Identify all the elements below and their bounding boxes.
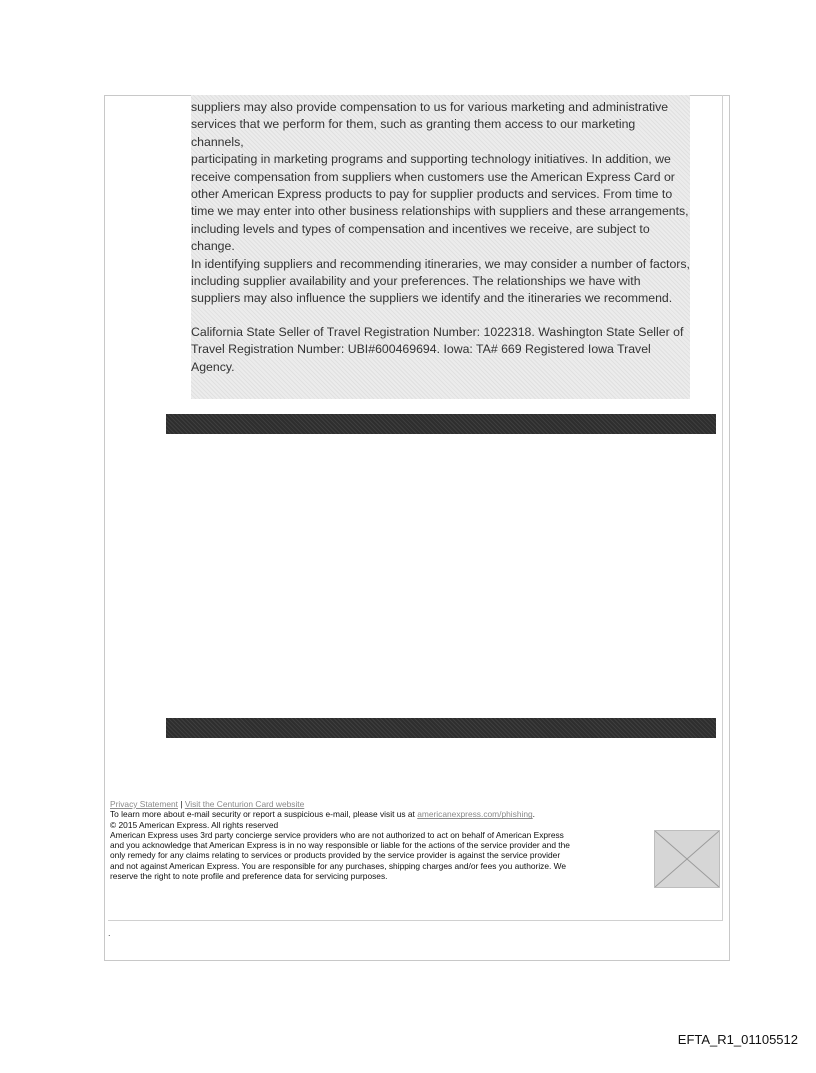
paragraph-line: In identifying suppliers and recommending itineraries, we may consider a number of factors, <box>191 256 690 271</box>
centurion-website-link[interactable]: Visit the Centurion Card website <box>184 799 305 809</box>
phishing-link[interactable]: americanexpress.com/phishing <box>417 809 533 820</box>
paragraph-line: suppliers may also influence the suppliers we identify and the itineraries we recommend. <box>191 291 673 306</box>
paragraph-line: including levels and types of compensation and incentives we receive, are subject to change. <box>191 221 650 254</box>
paragraph-line: Travel Registration Number: UBI#600469694. Iowa: TA# 669 Registered Iowa Travel <box>191 342 651 357</box>
stray-mark: . <box>108 928 111 938</box>
paragraph-line: time we may enter into other business relationships with suppliers and these arrangements, <box>191 204 689 219</box>
frame-divider-right <box>722 95 723 921</box>
security-row <box>110 809 655 819</box>
broken-image-placeholder <box>654 830 720 888</box>
legal-line: and not against American Express. You are responsible for any purchases, shipping charges and/or fees you authorize. We <box>110 860 567 871</box>
image-placeholder-icon <box>655 831 719 887</box>
paragraph-line: other American Express products to pay for supplier products and services. From time to <box>191 187 673 202</box>
paragraph-line: receive compensation from suppliers when customers use the American Express Card or <box>191 169 675 184</box>
legal-disclaimer <box>110 830 655 881</box>
paragraph-line: Agency. <box>191 359 235 374</box>
legal-line: only remedy for any claims relating to services or products provided by the service provider is against the service provider <box>110 850 561 861</box>
privacy-statement-link[interactable]: Privacy Statement <box>110 799 178 809</box>
email-footer <box>110 799 655 881</box>
paragraph-line: including supplier availability and your preferences. The relationships we have with <box>191 274 641 289</box>
copyright-text: © 2015 American Express. All rights reserved <box>110 819 279 830</box>
link-separator: | <box>180 799 183 809</box>
paragraph-line: participating in marketing programs and supporting technology initiatives. In addition, we <box>191 152 671 167</box>
paragraph-line: services that we perform for them, such as granting them access to our marketing channels, <box>191 117 636 149</box>
footer-links-row <box>110 799 655 809</box>
paragraph-line: suppliers may also provide compensation to us for various marketing and administrative <box>191 100 669 114</box>
security-period: . <box>532 809 535 820</box>
compensation-paragraph <box>191 99 690 308</box>
redaction-bar-top <box>166 414 716 434</box>
supplier-disclosure-panel <box>191 95 690 399</box>
frame-divider-bottom <box>108 920 722 921</box>
legal-line: reserve the right to note profile and preference data for servicing purposes. <box>110 871 388 882</box>
registration-paragraph <box>191 324 690 376</box>
document-id: EFTA_R1_01105512 <box>677 1032 798 1047</box>
security-text: To learn more about e-mail security or report a suspicious e-mail, please visit us at <box>110 809 415 820</box>
legal-line: American Express uses 3rd party concierge service providers who are not authorized to act on behalf of American Express <box>110 829 564 840</box>
legal-line: and you acknowledge that American Express is in no way responsible or liable for the actions of the service provider and the <box>110 840 570 851</box>
redaction-bar-bottom <box>166 718 716 738</box>
paragraph-line: California State Seller of Travel Registration Number: 1022318. Washington State Seller of <box>191 324 684 339</box>
